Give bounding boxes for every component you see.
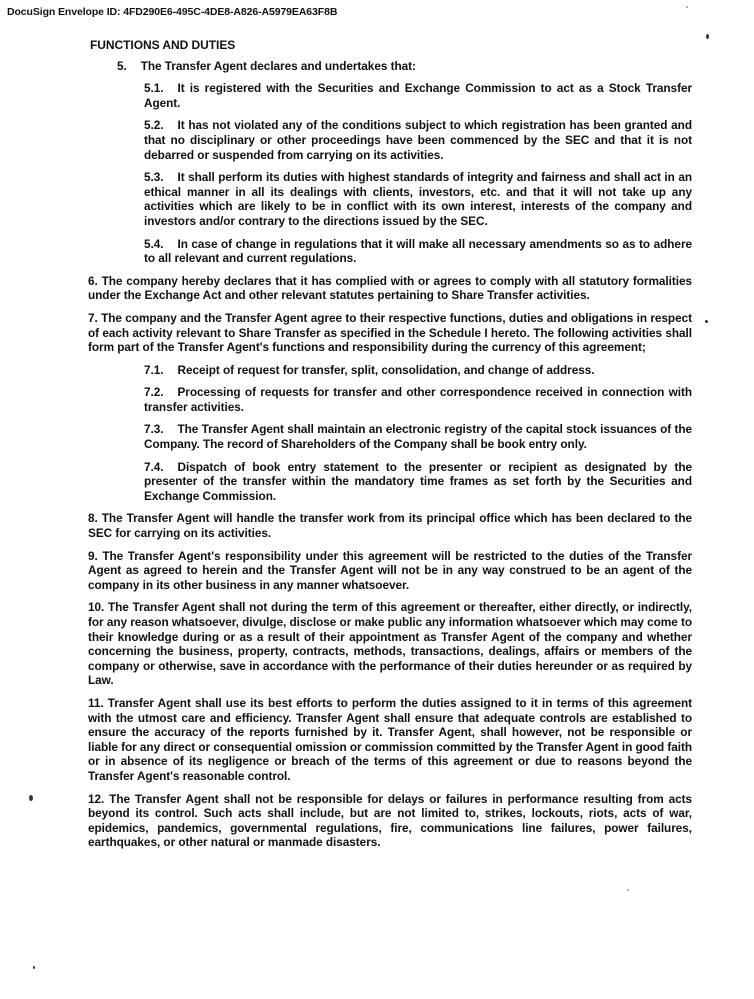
scan-speck [686,6,688,8]
scan-speck [706,34,709,39]
clause-7-4-number: 7.4. [144,459,164,474]
scan-speck [29,795,33,801]
clause-5-number: 5. [117,58,127,73]
clause-5-1-text: It is registered with the Securities and Exchange Commission to act as a Stock Transfer Agent. [144,81,692,110]
scan-speck [33,966,35,969]
clause-7-3-number: 7.3. [144,422,164,437]
clause-8: 8. The Transfer Agent will handle the transfer work from its principal office which has been declared to the SEC for carrying on its activities. [88,511,692,541]
clause-5-2-text: It has not violated any of the conditions subject to which registration has been granted and that no disciplinary or other proceedings have been commenced by the SEC and that it is not debarred or suspended from carrying on its activities. [144,118,692,162]
clause-5-4 [144,237,692,266]
envelope-id: DocuSign Envelope ID: 4FD290E6-495C-4DE8-A826-A5979EA63F8B [7,6,338,18]
clause-7-4 [144,460,692,504]
clause-7-1-text: Receipt of request for transfer, split, consolidation, and change of address. [177,362,595,377]
scan-speck [705,320,708,323]
clause-7-2-number: 7.2. [144,385,164,400]
clause-7-2 [144,385,692,414]
clause-7-1-number: 7.1. [144,362,164,377]
section-heading: FUNCTIONS AND DUTIES [90,38,236,52]
clause-5-text: The Transfer Agent declares and undertakes that: [140,58,416,73]
clause-5-2 [144,118,692,162]
clause-6: 6. The company hereby declares that it has complied with or agrees to comply with all statutory formalities under the Exchange Act and other relevant statutes pertaining to Share Transfer activities. [88,273,692,303]
clause-5-1 [144,81,692,110]
clause-7: 7. The company and the Transfer Agent agree to their respective functions, duties and obligations in respect of each activity relevant to Share Transfer as specified in the Schedule I hereto. The following activities shall form part of the Transfer Agent's functions and responsibility during the currency of this agreement; [88,310,692,355]
clause-12: 12. The Transfer Agent shall not be responsible for delays or failures in performance resulting from acts beyond its control. Such acts shall include, but are not limited to, strikes, lockouts, riots, acts of war, epidemics, pandemics, governmental regulations, fire, communications line failures, power failures, earthquakes, or other natural or manmade disasters. [88,791,692,850]
clause-5 [117,59,692,74]
clause-9: 9. The Transfer Agent's responsibility under this agreement will be restricted to the duties of the Transfer Agent as agreed to herein and the Transfer Agent will not be in any way construed to be an agent of the company in its other business in any manner whatsoever. [88,548,692,592]
clause-7-4-text: Dispatch of book entry statement to the presenter or recipient as designated by the presenter of the transfer within the mandatory time frames as set forth by the Securities and Exchange Commission. [144,459,692,503]
clause-7-3-text: The Transfer Agent shall maintain an electronic registry of the capital stock issuances of the Company. The record of Shareholders of the Company shall be book entry only. [144,422,692,452]
clause-7-3 [144,422,692,451]
scan-speck [627,889,629,891]
clause-5-4-number: 5.4. [144,236,164,251]
clause-10: 10. The Transfer Agent shall not during the term of this agreement or thereafter, either directly, or indirectly, for any reason whatsoever, divulge, disclose or make public any information whatsoever which may come to their knowledge during or as a result of their appointment as Transfer Agent of the company and whether concerning the business, property, contracts, methods, transactions, dealings, affairs or members of the company or otherwise, save in accordance with the performance of their duties hereunder or as required by Law. [88,600,692,688]
clause-5-3 [144,170,692,228]
clause-11: 11. Transfer Agent shall use its best efforts to perform the duties assigned to it in terms of this agreement with the utmost care and efficiency. Transfer Agent shall ensure that adequate controls are established to ensure the accuracy of the reports furnished by it. Transfer Agent, shall however, not be responsible or liable for any direct or consequential omission or commission committed by the Transfer Agent in good faith or in absence of its negligence or breach of the terms of this agreement or due to reasons beyond the Transfer Agent's reasonable control. [88,695,692,783]
clause-7-1 [144,363,692,378]
clause-5-2-number: 5.2. [144,118,164,133]
clause-7-2-text: Processing of requests for transfer and other correspondence received in connection with transfer activities. [144,385,692,414]
clause-5-4-text: In case of change in regulations that it will make all necessary amendments so as to adhere to all relevant and current regulations. [144,236,692,266]
clause-5-3-number: 5.3. [144,170,164,185]
clause-5-1-number: 5.1. [144,81,164,96]
clause-5-3-text: It shall perform its duties with highest standards of integrity and fairness and shall act in an ethical manner in all its dealings with clients, investors, etc. and that it will not take up any activities which are likely to be in conflict with its own interest, interests of the company and investors and/or contrary to the directions issued by the SEC. [144,170,692,228]
document-body [90,38,692,858]
